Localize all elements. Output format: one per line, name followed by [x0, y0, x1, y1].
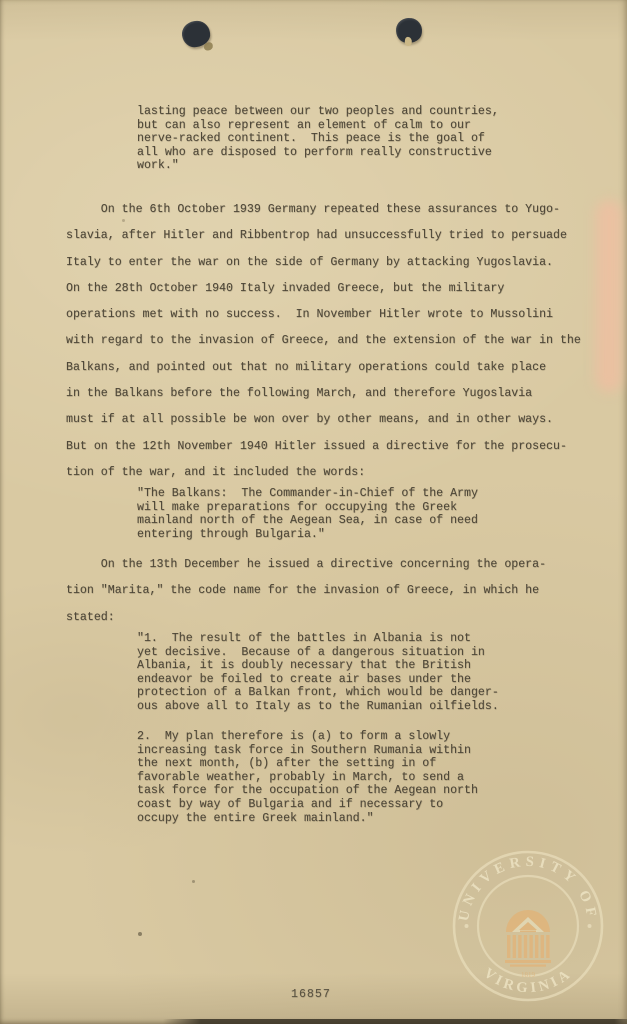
typed-line: Albania, it is doubly necessary that the British [137, 659, 471, 673]
pink-discoloration [596, 200, 622, 392]
typed-line: Balkans, and pointed out that no military operations could take place [66, 360, 547, 374]
hole-punch-left-icon [180, 19, 211, 49]
paragraph-marita-directive [66, 552, 546, 631]
blockquote-directive-point-1 [137, 632, 499, 714]
typed-line: lasting peace between our two peoples and countries, [137, 105, 499, 118]
typed-line: "1. The result of the battles in Albania is not [137, 632, 471, 645]
scan-bottom-edge [0, 1019, 627, 1024]
typed-line: must if at all possible be won over by other means, and in other ways. [66, 413, 554, 427]
paper-speck [138, 932, 142, 936]
rotunda-building-icon [505, 910, 551, 967]
university-of-virginia-seal-watermark [450, 848, 606, 1004]
typed-line: On the 28th October 1940 Italy invaded Greece, but the military [66, 281, 505, 295]
seal-arc-top-text: UNIVERSITY OF [455, 853, 601, 923]
page-number: 16857 [291, 988, 331, 1001]
hole-punch-right-icon [395, 17, 423, 45]
typed-line: "The Balkans: The Commander-in-Chief of the Army [137, 487, 478, 500]
typed-line: occupy the entire Greek mainland." [137, 811, 374, 825]
typed-line: but can also represent an element of calm to our [137, 118, 471, 132]
typed-line: nerve-racked continent. This peace is the goal of [137, 132, 485, 146]
typed-line: Italy to enter the war on the side of Germany by attacking Yugoslavia. [66, 255, 554, 269]
typed-line: work." [137, 159, 179, 173]
typed-line: On the 13th December he issued a directive concerning the opera- [66, 558, 547, 571]
seal-arc-bottom-text: VIRGINIA [480, 965, 576, 997]
seal-separator-right [588, 924, 592, 928]
typed-line: protection of a Balkan front, which would be danger- [137, 686, 499, 700]
paragraph-october-1939 [66, 197, 581, 486]
typed-line: operations met with no success. In November Hitler wrote to Mussolini [66, 308, 554, 322]
typed-line: 2. My plan therefore is (a) to form a slowly [137, 730, 451, 743]
typed-line: favorable weather, probably in March, to send a [137, 770, 464, 784]
typed-line: tion of the war, and it included the words: [66, 465, 366, 479]
typed-line: in the Balkans before the following March, and therefore Yugoslavia [66, 387, 533, 401]
typed-line: the next month, (b) after the setting in of [137, 757, 437, 771]
seal-year-mark: 1819 [521, 971, 535, 979]
typed-line: tion "Marita," the code name for the invasion of Greece, in which he [66, 584, 540, 598]
scan-background-strip [0, 0, 627, 9]
typed-line: endeavor be foiled to create air bases under the [137, 672, 471, 686]
typed-line: On the 6th October 1939 Germany repeated these assurances to Yugo- [66, 203, 560, 216]
typed-line: increasing task force in Southern Rumania within [137, 743, 471, 757]
typed-line: mainland north of the Aegean Sea, in case of need [137, 514, 478, 528]
typed-line: yet decisive. Because of a dangerous situation in [137, 645, 485, 659]
typed-line: entering through Bulgaria." [137, 527, 325, 541]
typed-line: slavia, after Hitler and Ribbentrop had unsuccessfully tried to persuade [66, 229, 567, 243]
typed-line: coast by way of Bulgaria and if necessary to [137, 797, 444, 811]
typed-line: task force for the occupation of the Aegean north [137, 784, 478, 798]
blockquote-directive-point-2 [137, 730, 478, 825]
typed-line: all who are disposed to perform really constructive [137, 145, 492, 159]
blockquote-peace-assurances [137, 105, 499, 173]
typed-line: will make preparations for occupying the Greek [137, 500, 458, 514]
seal-separator-left [465, 924, 469, 928]
typed-line: with regard to the invasion of Greece, and the extension of the war in the [66, 334, 581, 348]
typed-line: stated: [66, 610, 115, 624]
blockquote-balkans-directive [137, 487, 478, 541]
paper-speck [192, 880, 195, 883]
typed-line: But on the 12th November 1940 Hitler issued a directive for the prosecu- [66, 439, 567, 453]
typed-line: ous above all to Italy as to the Rumanian oilfields. [137, 699, 499, 713]
